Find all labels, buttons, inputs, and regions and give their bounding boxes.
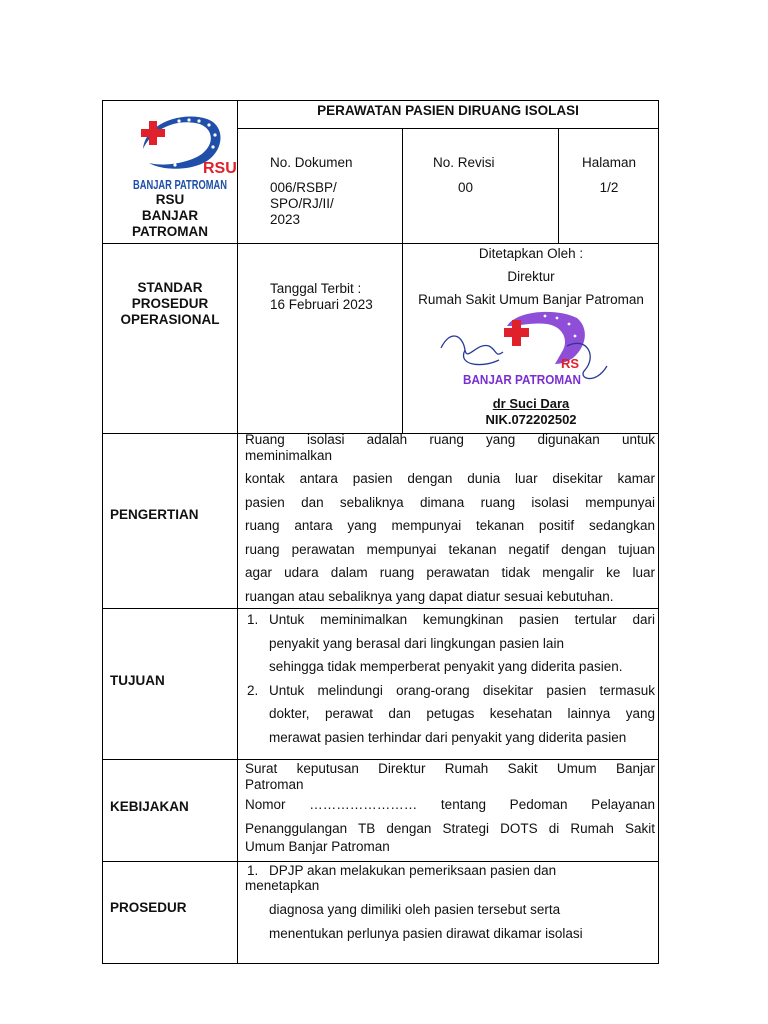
no-dokumen-line: SPO/RJ/II/ — [270, 196, 334, 211]
signer-nik: NIK.072202502 — [485, 412, 577, 427]
hospital-logo-cell — [103, 101, 237, 243]
prosedur-text — [245, 863, 655, 945]
prosedur-line: menetapkan — [245, 878, 320, 893]
no-dokumen-cell — [270, 155, 400, 228]
pengertian-line: meminimalkan — [245, 448, 333, 463]
institusi: Rumah Sakit Umum Banjar Patroman — [418, 292, 644, 307]
row-divider — [103, 861, 658, 862]
ditetapkan-label: Ditetapkan Oleh : — [478, 246, 584, 261]
sop-label-line: STANDAR — [137, 280, 203, 295]
kebijakan-line: Umum Banjar Patroman — [245, 839, 390, 854]
tujuan-item-2 — [245, 679, 655, 750]
pengertian-line: Ruang isolasi adalah ruang yang digunakan untuk — [245, 432, 655, 447]
sop-label-line: PROSEDUR — [131, 296, 209, 311]
jabatan: Direktur — [507, 269, 555, 284]
no-revisi-value: 00 — [458, 180, 474, 195]
no-dokumen-label: No. Dokumen — [270, 155, 353, 170]
kebijakan-label: KEBIJAKAN — [110, 799, 189, 814]
hospital-logo — [133, 109, 237, 195]
row-divider — [237, 128, 658, 129]
prosedur-line: menentukan perlunya pasien dirawat dikamar isolasi — [269, 925, 583, 941]
pengertian-line: kontak antara pasien dengan dunia luar disekitar kamar — [245, 471, 655, 486]
prosedur-item-1 — [245, 863, 655, 945]
prosedur-label: PROSEDUR — [110, 900, 187, 915]
tujuan-line: sehingga tidak memperberat penyakit yang diderita pasien. — [269, 659, 623, 674]
column-divider — [237, 101, 238, 963]
pengertian-line: ruangan atau sebaliknya yang dapat diatur sesuai kebutuhan. — [245, 588, 614, 604]
list-number: 2. — [247, 682, 259, 698]
row-divider — [103, 759, 658, 760]
tujuan-label: TUJUAN — [110, 673, 165, 688]
sop-document-table — [102, 100, 659, 964]
official-stamp-signature — [437, 306, 617, 396]
list-number: 1. — [247, 863, 259, 878]
halaman-value: 1/2 — [599, 180, 619, 195]
no-revisi-cell — [433, 155, 553, 196]
stamp-rs-text: RS — [561, 356, 580, 371]
hospital-name-line: BANJAR — [141, 208, 199, 223]
kebijakan-line: Penanggulangan TB dengan Strategi DOTS di Rumah Sakit — [245, 820, 655, 836]
tujuan-line: penyakit yang berasal dari lingkungan pasien lain — [269, 635, 564, 651]
sop-label-line: OPERASIONAL — [120, 312, 220, 327]
signer-block — [481, 396, 581, 428]
document-title: PERAWATAN PASIEN DIRUANG ISOLASI — [317, 103, 579, 118]
kebijakan-line: Surat keputusan Direktur Rumah Sakit Umum Banjar — [245, 761, 655, 776]
kebijakan-line: Nomor …………………… tentang Pedoman Pelayanan — [245, 797, 655, 812]
tujuan-line: merawat pasien terhindar dari penyakit yang diderita pasien — [269, 729, 627, 745]
pengertian-line: pasien dan sebaliknya dimana ruang isolasi mempunyai — [245, 494, 655, 510]
no-revisi-label: No. Revisi — [433, 155, 495, 170]
no-dokumen-value — [270, 180, 400, 228]
tujuan-line: dokter, perawat dan petugas kesehatan lainnya yang — [269, 706, 655, 721]
logo-name-text: BANJAR PATROMAN — [133, 178, 227, 192]
kebijakan-line: Patroman — [245, 777, 304, 792]
logo-rsu-text: RSU — [203, 160, 237, 177]
hospital-name — [103, 192, 237, 240]
prosedur-line: diagnosa yang dimiliki oleh pasien tersebut serta — [269, 902, 561, 917]
tanggal-terbit-cell — [270, 281, 400, 313]
tanggal-terbit-label: Tanggal Terbit : — [270, 281, 362, 296]
stamp-name-text: BANJAR PATROMAN — [463, 372, 581, 387]
halaman-cell — [559, 155, 659, 196]
tujuan-item-1 — [245, 608, 655, 679]
no-dokumen-line: 2023 — [270, 212, 301, 227]
ditetapkan-cell — [403, 242, 659, 311]
prosedur-line: DPJP akan melakukan pemeriksaan pasien dan — [269, 863, 557, 878]
sop-label — [103, 280, 237, 328]
pengertian-line: ruang antara yang mempunyai tekanan positif sedangkan — [245, 518, 655, 533]
tanggal-terbit-value: 16 Februari 2023 — [270, 297, 373, 312]
pengertian-line: agar udara dalam ruang perawatan tidak mengalir ke luar — [245, 565, 655, 580]
hospital-name-line: PATROMAN — [132, 224, 208, 239]
signer-name: dr Suci Dara — [492, 396, 570, 411]
tujuan-text — [245, 608, 655, 749]
list-number: 1. — [247, 612, 259, 627]
hospital-name-line: RSU — [155, 192, 185, 207]
kebijakan-text — [245, 761, 655, 854]
tujuan-line: Untuk meminimalkan kemungkinan pasien tertular dari — [269, 612, 655, 627]
pengertian-text — [245, 432, 655, 608]
tujuan-line: Untuk melindungi orang-orang disekitar pasien termasuk — [269, 682, 655, 698]
pengertian-label: PENGERTIAN — [110, 507, 199, 522]
no-dokumen-line: 006/RSBP/ — [270, 180, 337, 195]
halaman-label: Halaman — [581, 155, 637, 170]
pengertian-line: ruang perawatan mempunyai tekanan negatif dengan tujuan — [245, 541, 655, 557]
